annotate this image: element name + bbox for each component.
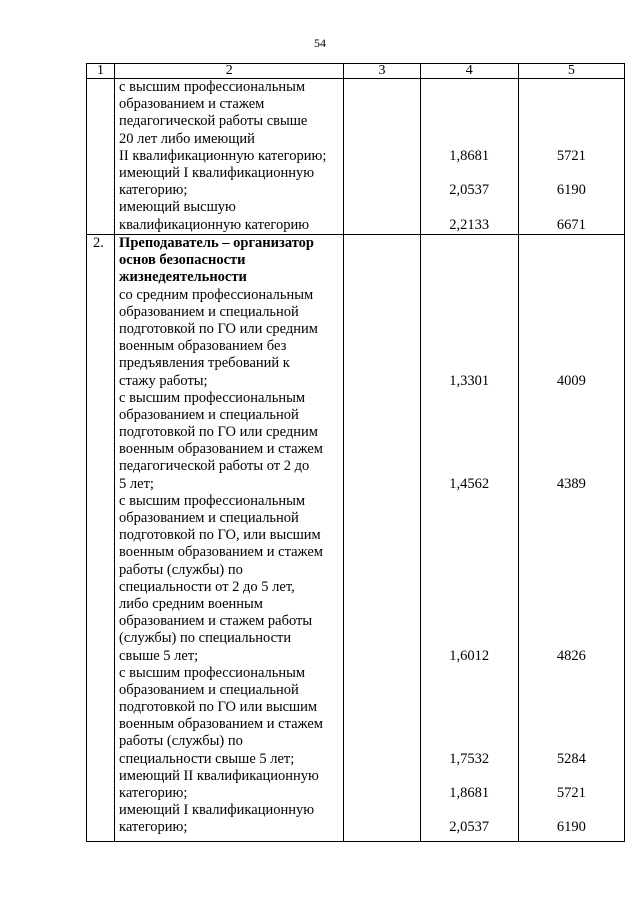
spacer-line	[519, 510, 624, 527]
amount-value: 4826	[556, 647, 586, 664]
coefficient-cell	[420, 235, 518, 842]
description-line: с высшим профессиональным	[119, 79, 306, 95]
spacer-line	[421, 113, 518, 130]
description-line: свыше 5 лет;	[119, 647, 199, 664]
spacer-line	[421, 287, 518, 304]
spacer-line	[519, 458, 624, 475]
row-number-cell	[87, 79, 115, 235]
spacer-line	[421, 613, 518, 630]
coefficient-value: 1,6012	[449, 647, 490, 664]
spacer-line	[519, 493, 624, 510]
position-title: жизнедеятельности	[119, 269, 247, 286]
description-line: имеющий II квалификационную	[119, 767, 319, 784]
amount-cell	[518, 235, 624, 842]
spacer-line	[421, 407, 518, 424]
spacer-line	[519, 630, 624, 647]
spacer-line	[519, 113, 624, 130]
description-line: со средним профессиональным	[119, 286, 314, 303]
description-line: образованием и специальной	[119, 303, 299, 320]
spacer-line	[421, 79, 518, 96]
spacer-line	[519, 424, 624, 441]
spacer-line	[421, 682, 518, 699]
description-line: образованием и специальной	[119, 681, 299, 698]
spacer-line	[519, 527, 624, 544]
description-line: подготовкой по ГО или высшим	[119, 699, 318, 716]
description-line: с высшим профессиональным	[119, 664, 306, 681]
spacer-line	[421, 699, 518, 716]
spacer-line	[421, 716, 518, 733]
description-line: категорию;	[119, 785, 188, 801]
spacer-line	[421, 424, 518, 441]
description-line: специальности от 2 до 5 лет,	[119, 578, 295, 595]
spacer-line	[421, 338, 518, 355]
spacer-line	[421, 304, 518, 321]
description-line: образованием и специальной	[119, 406, 299, 423]
description-line: работы (службы) по	[119, 561, 243, 578]
amount-value: 4009	[556, 372, 586, 389]
amount-cell	[518, 79, 624, 235]
spacer-line	[421, 458, 518, 475]
description-line: педагогической работы от 2 до	[119, 458, 310, 475]
spacer-line	[519, 96, 624, 113]
spacer-line	[519, 287, 624, 304]
rates-table	[86, 63, 625, 842]
spacer-line	[421, 596, 518, 613]
spacer-line	[421, 252, 518, 269]
amount-value: 5284	[556, 750, 586, 767]
coefficient-cell	[420, 79, 518, 235]
spacer-line	[519, 768, 624, 785]
spacer-line	[519, 338, 624, 355]
spacer-line	[519, 544, 624, 561]
spacer-line	[519, 733, 624, 750]
spacer-line	[421, 562, 518, 579]
spacer-line	[519, 596, 624, 613]
spacer-line	[421, 768, 518, 785]
description-line: образованием и специальной	[119, 510, 299, 526]
description-line: педагогической работы свыше	[119, 113, 308, 130]
description-line: специальности свыше 5 лет;	[119, 750, 295, 767]
description-line: с высшим профессиональным	[119, 492, 306, 509]
coefficient-value: 2,2133	[449, 216, 490, 233]
spacer-line	[519, 131, 624, 148]
spacer-line	[421, 131, 518, 148]
spacer-line	[519, 716, 624, 733]
row-number-cell: 2.	[87, 235, 115, 842]
coefficient-value: 1,3301	[449, 372, 490, 389]
spacer-line	[421, 802, 518, 819]
spacer-line	[421, 269, 518, 286]
description-line: II квалификационную категорию;	[119, 147, 327, 164]
description-line: военным образованием без	[119, 338, 287, 355]
spacer-line	[421, 527, 518, 544]
spacer-line	[519, 321, 624, 338]
spacer-line	[519, 407, 624, 424]
spacer-line	[519, 665, 624, 682]
coefficient-value: 2,0537	[449, 182, 490, 199]
description-line: 20 лет либо имеющий	[119, 130, 255, 147]
description-line: 5 лет;	[119, 475, 154, 492]
spacer-line	[421, 665, 518, 682]
spacer-line	[421, 733, 518, 750]
description-line: предъявления требований к	[119, 355, 290, 372]
description-line: либо средним военным	[119, 595, 263, 612]
spacer-line	[519, 802, 624, 819]
coefficient-value: 1,8681	[449, 147, 490, 164]
amount-value: 6190	[556, 819, 586, 836]
spacer-line	[421, 441, 518, 458]
spacer-line	[421, 630, 518, 647]
spacer-line	[519, 562, 624, 579]
spacer-line	[519, 235, 624, 252]
description-line: стажу работы;	[119, 372, 208, 389]
spacer-line	[421, 510, 518, 527]
description-line: работы (службы) по	[119, 733, 243, 750]
spacer-line	[519, 252, 624, 269]
coefficient-value: 2,0537	[449, 819, 490, 836]
description-cell	[115, 235, 344, 842]
description-line: категорию;	[119, 819, 188, 836]
empty-cell	[344, 79, 420, 235]
spacer-line	[519, 441, 624, 458]
coefficient-value: 1,7532	[449, 750, 490, 767]
spacer-line	[421, 96, 518, 113]
empty-cell	[344, 235, 420, 842]
spacer-line	[421, 199, 518, 216]
spacer-line	[519, 304, 624, 321]
spacer-line	[519, 79, 624, 96]
spacer-line	[519, 199, 624, 216]
spacer-line	[421, 355, 518, 372]
spacer-line	[421, 544, 518, 561]
coefficient-value: 1,8681	[449, 785, 490, 801]
amount-value: 4389	[556, 475, 586, 492]
spacer-line	[421, 321, 518, 338]
amount-value: 5721	[556, 147, 586, 164]
description-line: имеющий I квалификационную	[119, 802, 315, 819]
amount-value: 6671	[556, 216, 586, 233]
description-line: военным образованием и стажем	[119, 544, 323, 561]
spacer-line	[421, 579, 518, 596]
description-line: военным образованием и стажем	[119, 716, 323, 733]
spacer-line	[519, 269, 624, 286]
spacer-line	[421, 165, 518, 182]
amount-value: 5721	[556, 785, 586, 801]
spacer-line	[421, 390, 518, 407]
column-header: 2	[115, 64, 344, 79]
description-cell	[115, 79, 344, 235]
description-line: подготовкой по ГО или средним	[119, 320, 318, 337]
spacer-line	[519, 165, 624, 182]
description-line: категорию;	[119, 182, 188, 199]
description-line: имеющий I квалификационную	[119, 164, 315, 181]
table-row	[87, 235, 625, 842]
spacer-line	[519, 355, 624, 372]
description-line: (службы) по специальности	[119, 630, 292, 647]
column-header: 5	[518, 64, 624, 79]
description-line: образованием и стажем работы	[119, 613, 313, 630]
spacer-line	[519, 390, 624, 407]
position-title: Преподаватель – организатор	[119, 235, 314, 251]
spacer-line	[519, 682, 624, 699]
amount-value: 6190	[556, 182, 586, 199]
spacer-line	[421, 235, 518, 252]
description-line: квалификационную категорию	[119, 216, 310, 233]
position-title: основ безопасности	[119, 252, 246, 269]
description-line: подготовкой по ГО, или высшим	[119, 527, 321, 544]
description-line: с высшим профессиональным	[119, 389, 306, 406]
spacer-line	[421, 493, 518, 510]
spacer-line	[519, 699, 624, 716]
description-line: имеющий высшую	[119, 199, 236, 216]
coefficient-value: 1,4562	[449, 475, 490, 492]
description-line: подготовкой по ГО или средним	[119, 424, 318, 441]
description-line: военным образованием и стажем	[119, 441, 323, 458]
description-line: образованием и стажем	[119, 96, 265, 113]
column-header: 4	[420, 64, 518, 79]
table-row	[87, 79, 625, 235]
spacer-line	[519, 579, 624, 596]
column-header: 3	[344, 64, 420, 79]
column-header: 1	[87, 64, 115, 79]
table-header-row	[87, 64, 625, 79]
page-number: 54	[314, 36, 326, 50]
spacer-line	[519, 613, 624, 630]
